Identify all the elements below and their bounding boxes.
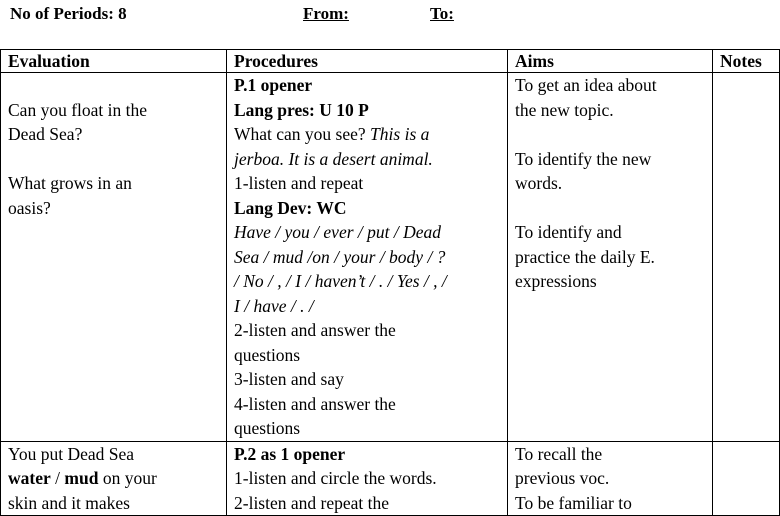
- aim-line: To recall the: [515, 443, 603, 464]
- lesson-plan-table: [0, 49, 780, 516]
- procedure-line: 3-listen and say: [234, 369, 344, 389]
- procedure-line: P.2 as 1 opener: [234, 443, 346, 464]
- procedure-line: questions: [234, 418, 301, 438]
- aim-line: expressions: [515, 271, 597, 291]
- procedure-line: / No / , / I / haven’t / . / Yes / , /: [234, 271, 447, 291]
- procedure-line: Lang pres: U 10 P: [234, 99, 369, 120]
- evaluation-line: Can you float in the: [8, 99, 148, 120]
- table-row: [1, 441, 780, 516]
- aim-line: the new topic.: [515, 99, 614, 120]
- aim-line: practice the daily E.: [515, 246, 655, 267]
- procedure-line: jerboa. It is a desert animal.: [234, 148, 433, 169]
- to-label: To:: [430, 4, 454, 23]
- procedures-cell: [227, 73, 508, 442]
- aim-line: previous voc.: [515, 468, 610, 488]
- procedure-line: questions: [234, 344, 301, 365]
- evaluation-line: skin and it makes: [8, 492, 130, 513]
- column-header-evaluation: Evaluation: [1, 50, 227, 73]
- evaluation-cell: [1, 441, 227, 516]
- keyword-mud: mud: [64, 468, 99, 488]
- procedure-line: 1-listen and repeat: [234, 173, 364, 193]
- aim-line: To identify and: [515, 222, 622, 242]
- procedure-line: Have / you / ever / put / Dead: [234, 222, 442, 242]
- separator-text: /: [50, 468, 65, 488]
- procedure-question: What can you see?: [234, 124, 371, 144]
- procedure-line: 1-listen and circle the words.: [234, 468, 437, 488]
- procedure-answer: This is a: [370, 124, 430, 144]
- keyword-water: water: [8, 468, 51, 488]
- table-header-row: [1, 50, 780, 73]
- evaluation-line: What grows in an: [8, 173, 132, 193]
- notes-cell: [713, 441, 780, 516]
- procedure-line: Sea / mud /on / your / body / ?: [234, 246, 446, 267]
- procedure-line: 2-listen and answer the: [234, 320, 396, 340]
- aim-line: To be familiar to: [515, 492, 632, 513]
- aim-line: To get an idea about: [515, 75, 657, 95]
- aim-line: To identify the new: [515, 148, 652, 169]
- procedure-line: I / have / . /: [234, 295, 314, 316]
- notes-cell: [713, 73, 780, 442]
- procedure-line: Lang Dev: WC: [234, 197, 347, 218]
- evaluation-line: You put Dead Sea: [8, 443, 135, 464]
- aims-cell: [508, 73, 713, 442]
- procedure-line: 4-listen and answer the: [234, 393, 396, 414]
- evaluation-line: Dead Sea?: [8, 124, 83, 144]
- column-header-procedures: Procedures: [227, 50, 508, 73]
- evaluation-line: [8, 466, 226, 491]
- procedures-cell: [227, 441, 508, 516]
- evaluation-line: oasis?: [8, 197, 51, 218]
- procedure-line: P.1 opener: [234, 75, 313, 95]
- column-header-notes: Notes: [713, 50, 780, 73]
- periods-label: No of Periods: 8: [10, 4, 127, 23]
- procedure-line: 2-listen and repeat the: [234, 492, 390, 513]
- aim-line: words.: [515, 173, 563, 193]
- column-header-aims: Aims: [508, 50, 713, 73]
- aims-cell: [508, 441, 713, 516]
- evaluation-cell: [1, 73, 227, 442]
- procedure-line: [234, 122, 507, 147]
- evaluation-text: on your: [98, 468, 157, 488]
- from-label: From:: [303, 4, 349, 23]
- table-row: [1, 73, 780, 442]
